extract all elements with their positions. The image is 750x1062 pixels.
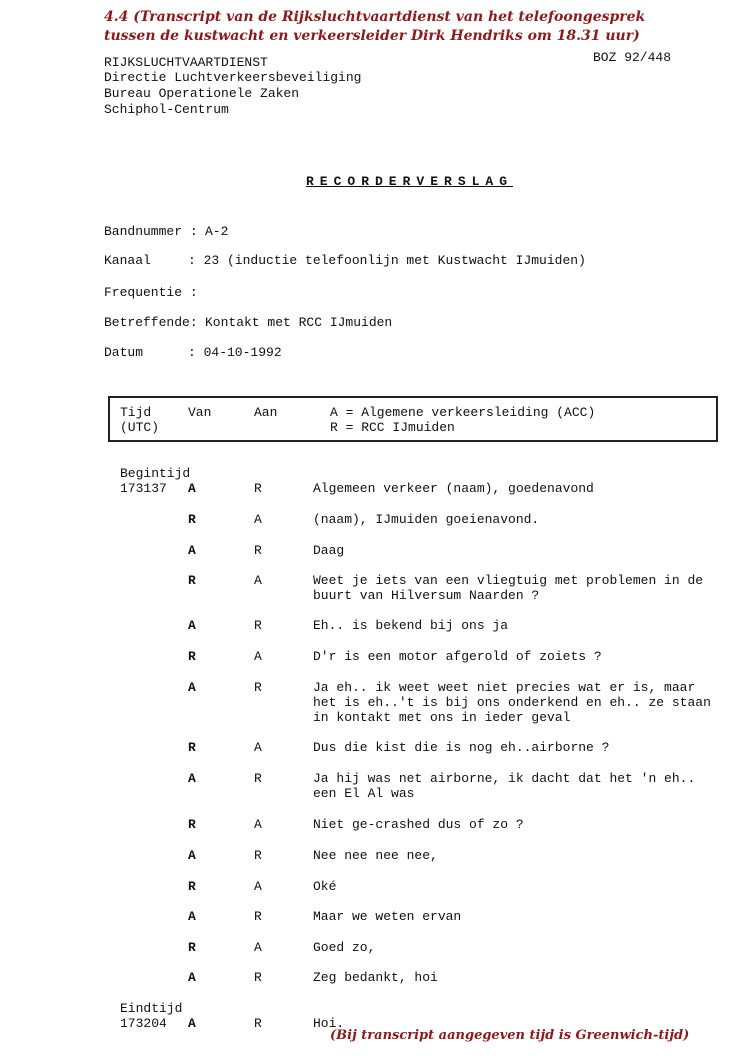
- transcript-van: A: [188, 909, 196, 924]
- transcript-aan: A: [254, 879, 262, 894]
- transcript-van: R: [188, 649, 196, 664]
- eindtijd-label: Eindtijd: [120, 1001, 183, 1016]
- transcript-time: 173204: [120, 1016, 167, 1031]
- transcript-aan: R: [254, 771, 262, 786]
- transcript-van: R: [188, 512, 196, 527]
- legend-a-definition: A = Algemene verkeersleiding (ACC): [330, 405, 596, 420]
- annotation-line-1: 4.4 (Transcript van de Rijksluchtvaartdienst van het telefoongesprek: [104, 9, 646, 25]
- transcript-text: Hoi.: [313, 1016, 345, 1031]
- transcript-aan: A: [254, 573, 262, 588]
- transcript-text: Zeg bedankt, hoi: [313, 970, 438, 985]
- transcript-aan: A: [254, 817, 262, 832]
- bandnummer-label: Bandnummer :: [104, 224, 198, 239]
- transcript-text: Oké: [313, 879, 337, 894]
- legend-van: Van: [188, 405, 212, 420]
- bandnummer-value: A-2: [205, 224, 229, 239]
- transcript-text: (naam), IJmuiden goeienavond.: [313, 512, 540, 527]
- transcript-aan: R: [254, 543, 262, 558]
- transcript-van: A: [188, 970, 196, 985]
- annotation-line-2: tussen de kustwacht en verkeersleider Dirk Hendriks om 18.31 uur): [104, 28, 640, 44]
- transcript-aan: A: [254, 740, 262, 755]
- transcript-time: 173137: [120, 481, 167, 496]
- letterhead-bureau: Bureau Operationele Zaken: [104, 86, 300, 101]
- transcript-text: Maar we weten ervan: [313, 909, 462, 924]
- betreffende-value: Kontakt met RCC IJmuiden: [205, 315, 393, 330]
- letterhead-locatie: Schiphol-Centrum: [104, 102, 229, 117]
- transcript-van: R: [188, 817, 196, 832]
- transcript-text: Ja eh.. ik weet weet niet precies wat er is, maar het is eh..'t is bij ons onderkend en eh.. ze staan in kontakt met ons in ieder geval: [313, 680, 711, 725]
- transcript-text: Daag: [313, 543, 345, 558]
- transcript-text: Dus die kist die is nog eh..airborne ?: [313, 740, 610, 755]
- transcript-van: R: [188, 879, 196, 894]
- kanaal-value: : 23 (inductie telefoonlijn met Kustwacht IJmuiden): [188, 253, 586, 268]
- legend-r-definition: R = RCC IJmuiden: [330, 420, 455, 435]
- footnote: (Bij transcript aangegeven tijd is Greenwich-tijd): [330, 1028, 690, 1043]
- legend-aan: Aan: [254, 405, 278, 420]
- betreffende-label: Betreffende:: [104, 315, 198, 330]
- transcript-aan: A: [254, 649, 262, 664]
- transcript-van: A: [188, 543, 196, 558]
- transcript-aan: R: [254, 848, 262, 863]
- transcript-aan: R: [254, 680, 262, 695]
- begintijd-label: Begintijd: [120, 466, 191, 481]
- transcript-text: Niet ge-crashed dus of zo ?: [313, 817, 524, 832]
- transcript-aan: R: [254, 1016, 262, 1031]
- transcript-aan: A: [254, 940, 262, 955]
- transcript-van: A: [188, 481, 196, 496]
- transcript-text: Ja hij was net airborne, ik dacht dat het 'n eh.. een El Al was: [313, 771, 696, 801]
- transcript-van: R: [188, 940, 196, 955]
- kanaal-label: Kanaal: [104, 253, 151, 268]
- legend-tijd: Tijd: [120, 405, 152, 420]
- transcript-text: Goed zo,: [313, 940, 376, 955]
- reference-number: BOZ 92/448: [593, 50, 672, 65]
- transcript-aan: R: [254, 909, 262, 924]
- transcript-text: Weet je iets van een vliegtuig met problemen in de buurt van Hilversum Naarden ?: [313, 573, 704, 603]
- transcript-van: A: [188, 618, 196, 633]
- transcript-van: A: [188, 771, 196, 786]
- document-title: RECORDERVERSLAG: [306, 174, 514, 189]
- transcript-aan: A: [254, 512, 262, 527]
- frequentie-label: Frequentie :: [104, 285, 198, 300]
- transcript-van: A: [188, 680, 196, 695]
- transcript-aan: R: [254, 618, 262, 633]
- transcript-text: Eh.. is bekend bij ons ja: [313, 618, 509, 633]
- letterhead-directie: Directie Luchtverkeersbeveiliging: [104, 70, 362, 85]
- transcript-text: D'r is een motor afgerold of zoiets ?: [313, 649, 602, 664]
- legend-utc: (UTC): [120, 420, 160, 435]
- transcript-aan: R: [254, 970, 262, 985]
- transcript-aan: R: [254, 481, 262, 496]
- letterhead-org: RIJKSLUCHTVAARTDIENST: [104, 55, 268, 70]
- transcript-text: Algemeen verkeer (naam), goedenavond: [313, 481, 594, 496]
- datum-label: Datum: [104, 345, 144, 360]
- transcript-van: A: [188, 848, 196, 863]
- transcript-text: Nee nee nee nee,: [313, 848, 438, 863]
- datum-value: : 04-10-1992: [188, 345, 282, 360]
- transcript-van: A: [188, 1016, 196, 1031]
- transcript-van: R: [188, 573, 196, 588]
- transcript-van: R: [188, 740, 196, 755]
